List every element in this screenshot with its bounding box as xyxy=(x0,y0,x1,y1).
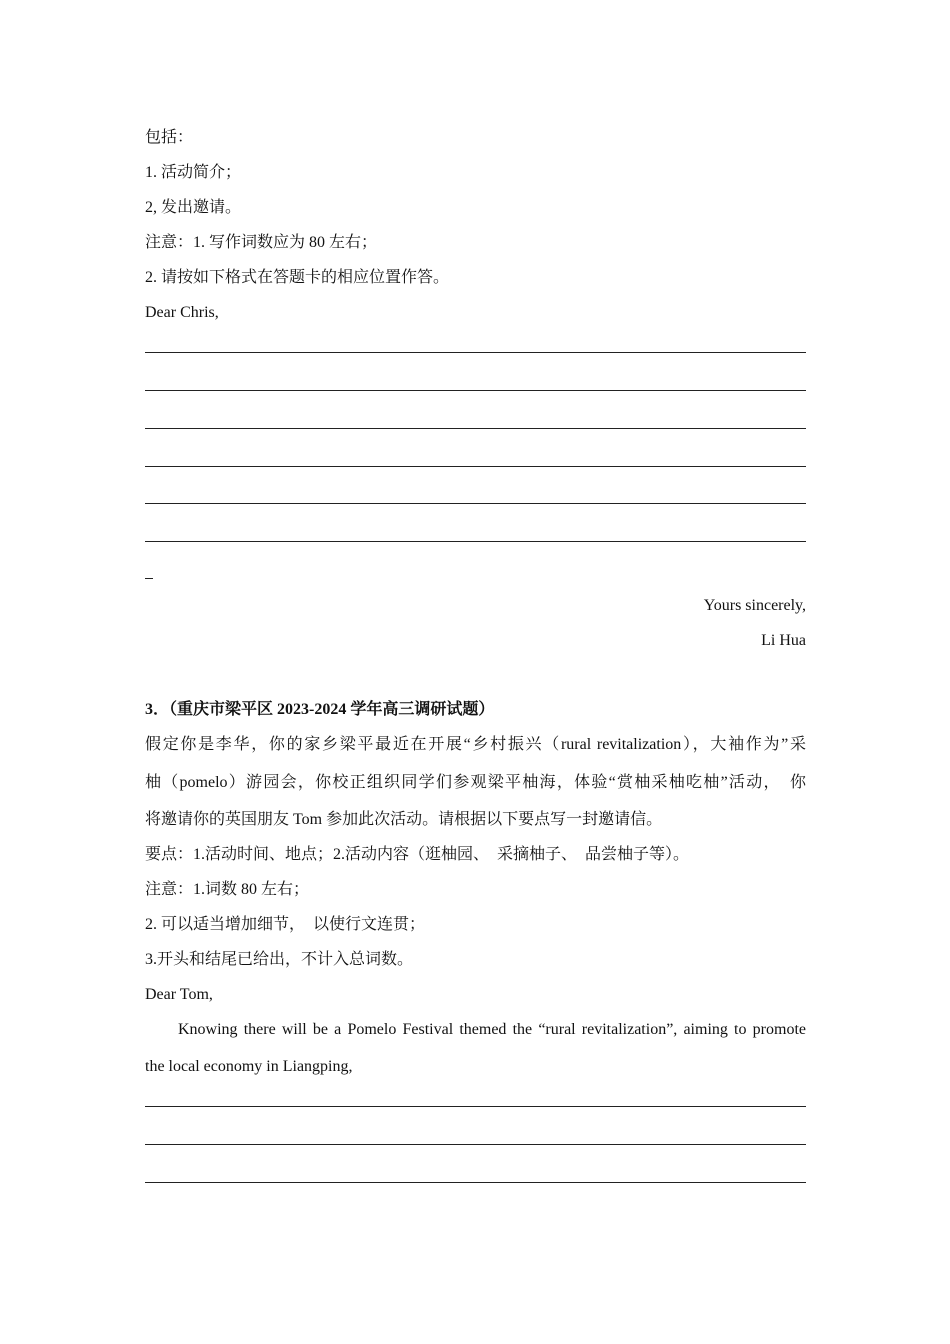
answer-line xyxy=(145,352,806,353)
answer-line xyxy=(145,541,806,542)
answer-line xyxy=(145,428,806,429)
note-word-count-3: 注意：1.词数 80 左右； xyxy=(145,881,310,898)
answer-line xyxy=(145,1106,806,1107)
question-3-title: 3．（重庆市梁平区 2023-2024 学年高三调研试题） xyxy=(145,701,495,718)
prompt-line-1: 假定你是李华，你的家乡梁平最近在开展“乡村振兴（rural revitalization），大袖作为”采 xyxy=(145,736,806,753)
answer-line xyxy=(145,1144,806,1145)
prompt-line-2: 柚（pomelo）游园会，你校正组织同学们参观梁平柚海，体验“赏柚采柚吃柚”活动， 你 xyxy=(145,774,806,791)
letter-salutation-chris: Dear Chris, xyxy=(145,304,219,321)
requirement-point-1: 1. 活动简介； xyxy=(145,164,242,181)
requirement-point-2: 2, 发出邀请。 xyxy=(145,199,242,216)
answer-line-end-dash xyxy=(145,578,153,579)
letter-signature: Li Hua xyxy=(761,632,806,649)
note-details: 2. 可以适当增加细节， 以使行文连贯； xyxy=(145,916,426,933)
includes-label: 包括： xyxy=(145,129,194,146)
answer-line xyxy=(145,390,806,391)
opening-line-2: the local economy in Liangping, xyxy=(145,1058,353,1075)
opening-line-1: Knowing there will be a Pomelo Festival themed the “rural revitalization”, aiming to promote xyxy=(178,1021,806,1038)
note-format: 2. 请按如下格式在答题卡的相应位置作答。 xyxy=(145,269,450,286)
prompt-line-3: 将邀请你的英国朋友 Tom 参加此次活动。请根据以下要点写一封邀请信。 xyxy=(145,811,663,828)
letter-closing: Yours sincerely, xyxy=(703,597,806,614)
note-word-count: 注意：1. 写作词数应为 80 左右； xyxy=(145,234,378,251)
key-points: 要点：1.活动时间、地点；2.活动内容（逛柚园、 采摘柚子、 品尝柚子等）。 xyxy=(145,846,690,863)
letter-salutation-tom: Dear Tom, xyxy=(145,986,213,1003)
answer-line xyxy=(145,503,806,504)
answer-line xyxy=(145,466,806,467)
note-opening-closing: 3.开头和结尾已给出，不计入总词数。 xyxy=(145,951,414,968)
answer-line xyxy=(145,1182,806,1183)
